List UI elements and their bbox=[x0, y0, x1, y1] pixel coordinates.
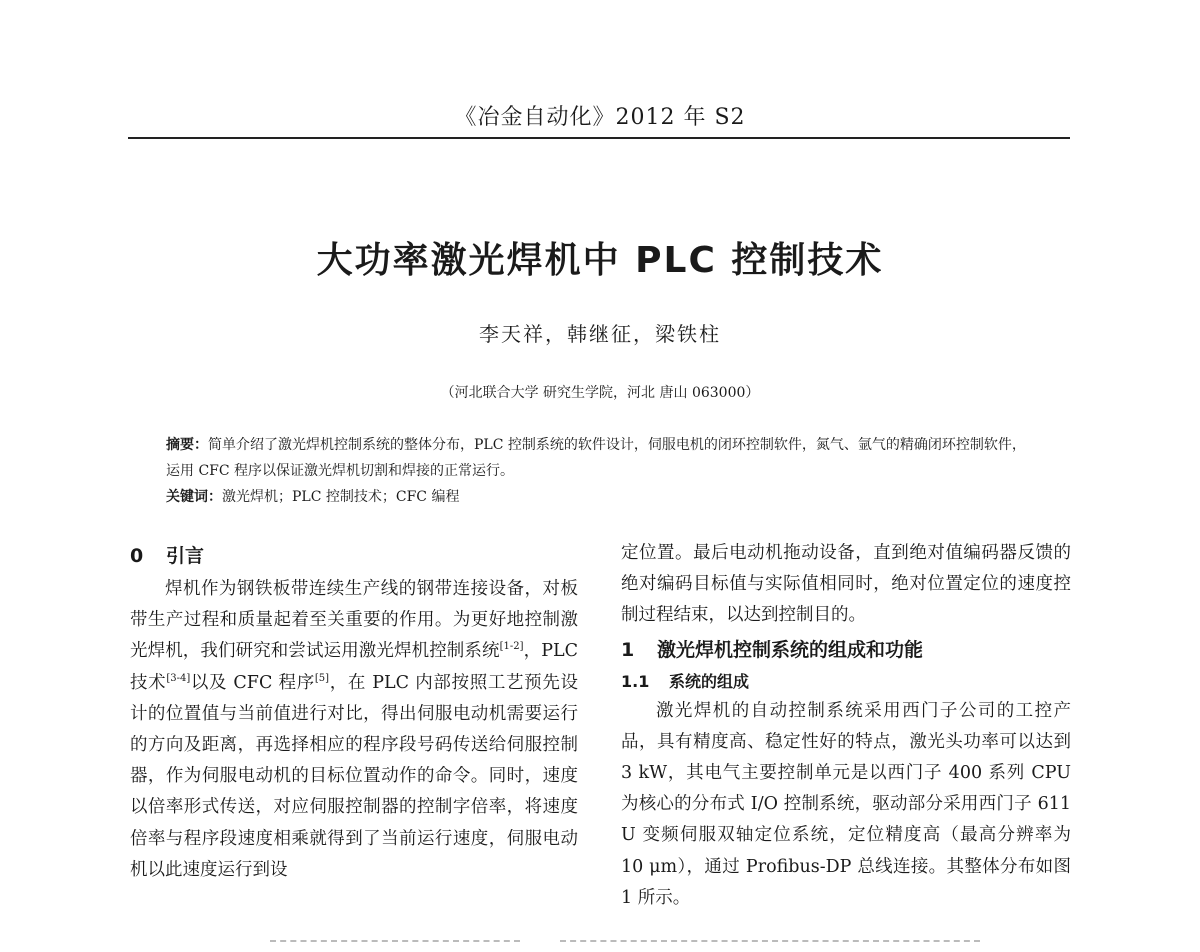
keywords-label: 关键词： bbox=[166, 489, 222, 505]
abstract-block bbox=[166, 432, 1036, 510]
paper-title: 大功率激光焊机中 PLC 控制技术 bbox=[316, 240, 884, 281]
right-column bbox=[621, 538, 1071, 914]
intro-text-b: ，PLC 技术 bbox=[130, 641, 579, 693]
section-1-title: 激光焊机控制系统的组成和功能 bbox=[657, 638, 924, 661]
section-0-title: 引言 bbox=[166, 545, 205, 567]
keywords bbox=[166, 484, 1036, 510]
left-column bbox=[130, 538, 578, 886]
scan-artifact-line bbox=[270, 940, 520, 942]
intro-text-d: ，在 PLC 内部按照工艺预先设计的位置值与当前值进行对比，得出伺服电动机需要运行的方向及距离，再选择相应的程序段号码传送给伺服控制器，作为伺服电动机的目标位置动作的命令。同时，速度以倍率形式传送，对应伺服控制器的控制字倍率，将速度倍率与程序段速度相乘就得到了当前运行速度，伺服电动机以此速度运行到设 bbox=[130, 672, 578, 880]
abstract-text: 简单介绍了激光焊机控制系统的整体分布，PLC 控制系统的软件设计，伺服电机的闭环控制软件，氮气、氩气的精确闭环控制软件，运用 CFC 程序以保证激光焊机切割和焊接的正常运行。 bbox=[166, 437, 1026, 479]
section-0-number: 0 bbox=[130, 545, 144, 567]
intro-paragraph-continued: 定位置。最后电动机拖动设备，直到绝对值编码器反馈的绝对编码目标值与实际值相同时，绝对位置定位的速度控制过程结束，以达到控制目的。 bbox=[621, 543, 1071, 626]
section-1-number: 1 bbox=[621, 638, 635, 661]
subsection-1-1-heading bbox=[621, 668, 1071, 696]
system-composition-paragraph: 激光焊机的自动控制系统采用西门子公司的工控产品，具有精度高、稳定性好的特点，激光头功率可以达到 3 kW，其电气主要控制单元是以西门子 400 系列 CPU 为核心的分布式 I/O 控制系统，驱动部分采用西门子 611 U 变频伺服双轴定位系统，定位精度高（最高分辨率为 10 μm），通过 Profibus-DP 总线连接。其整体分布如图 1 所示。 bbox=[621, 700, 1071, 908]
citation: [5] bbox=[314, 672, 330, 684]
intro-text-a: 焊机作为钢铁板带连续生产线的钢带连接设备，对板带生产过程和质量起着至关重要的作用。为更好地控制激光焊机，我们研究和尝试运用激光焊机控制系统 bbox=[130, 579, 578, 662]
authors: 李天祥，韩继征，梁铁柱 bbox=[479, 322, 721, 346]
running-head: 《冶金自动化》2012 年 S2 bbox=[454, 105, 746, 130]
affiliation: （河北联合大学 研究生学院，河北 唐山 063000） bbox=[440, 385, 760, 401]
section-0-heading bbox=[130, 538, 578, 574]
intro-text-c: 以及 CFC 程序 bbox=[190, 672, 315, 693]
abstract bbox=[166, 432, 1036, 484]
header-rule bbox=[128, 137, 1070, 139]
citation: [1-2] bbox=[499, 641, 524, 653]
subsection-1-1-number: 1.1 bbox=[621, 671, 650, 691]
citation: [3-4] bbox=[166, 672, 191, 684]
keywords-text: 激光焊机；PLC 控制技术；CFC 编程 bbox=[222, 489, 460, 505]
abstract-label: 摘要： bbox=[166, 437, 208, 453]
scan-artifact-line bbox=[560, 940, 980, 942]
section-1-heading bbox=[621, 632, 1071, 668]
subsection-1-1-title: 系统的组成 bbox=[669, 671, 750, 691]
intro-paragraph bbox=[130, 574, 578, 886]
